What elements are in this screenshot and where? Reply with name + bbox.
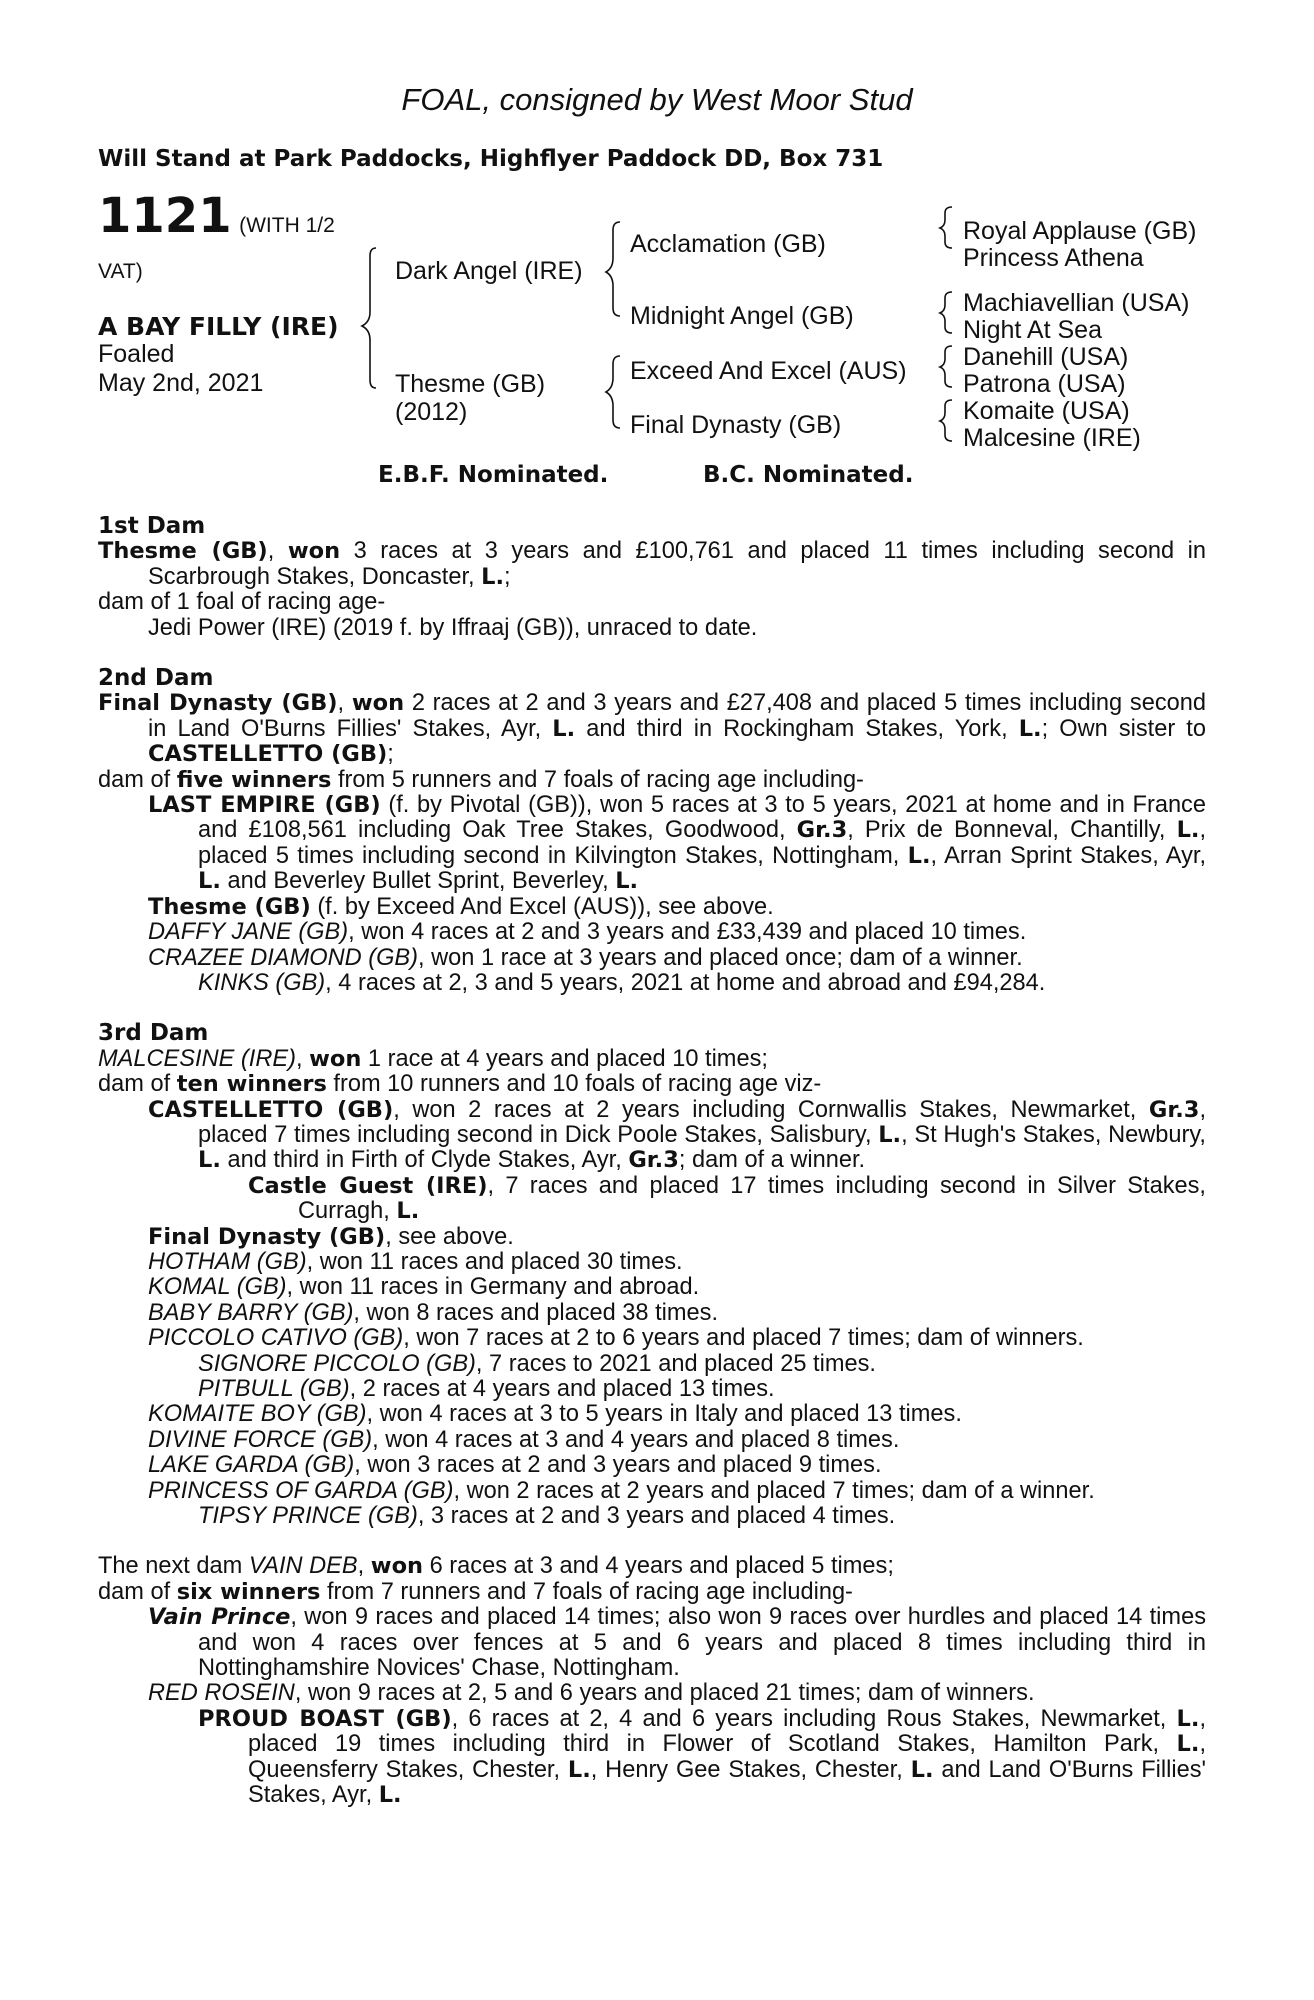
horse-name: DIVINE FORCE (GB): [148, 1426, 373, 1453]
dam-of-text: from 7 runners and 7 foals of racing age including-: [327, 1578, 853, 1605]
listed-mark: L.: [198, 868, 221, 895]
horse-name: PROUD BOAST (GB): [198, 1705, 452, 1732]
horse-name: DAFFY JANE (GB): [148, 919, 349, 946]
consignor-line: FOAL, consigned by West Moor Stud: [401, 82, 913, 117]
second-dam-text: 2 races at 2 and 3 years and £27,408 and placed 5 times including second in Land O'Burns Fillies' Stakes, Ayr,: [148, 690, 1206, 742]
pedigree-ds-dam: Patrona (USA): [963, 370, 1126, 398]
second-dam-text: ; Own sister to: [1041, 715, 1206, 742]
listed-mark: L.: [1176, 1705, 1200, 1732]
pedigree-dam-year: (2012): [395, 398, 468, 426]
winners-count: five winners: [176, 766, 332, 793]
punctuation: ;: [504, 563, 511, 590]
progeny-baby-barry: [98, 1301, 1206, 1326]
dam-of-text: dam of: [98, 766, 171, 793]
vat-note-cont: VAT): [98, 260, 143, 283]
horse-name: CASTELLETTO (GB): [148, 1096, 394, 1123]
foaled-label: Foaled: [98, 340, 175, 368]
progeny-pitbull: [98, 1377, 1206, 1402]
progeny-komal: [98, 1275, 1206, 1300]
horse-name: CRAZEE DIAMOND (GB): [148, 944, 419, 971]
horse-name: RED ROSEIN: [148, 1680, 295, 1707]
listed-mark: L.: [907, 842, 931, 869]
progeny-castle-guest: [98, 1174, 1206, 1225]
horse-record: and third in Firth of Clyde Stakes, Ayr,: [227, 1147, 622, 1174]
horse-record: , see above.: [385, 1223, 514, 1250]
dam-of-text: dam of: [98, 1578, 171, 1605]
produce-record: [98, 514, 1206, 1809]
dam-of-text: from 10 runners and 10 foals of racing age viz-: [333, 1071, 822, 1098]
listed-mark: L.: [910, 1756, 934, 1783]
first-dam-text: 3 races at 3 years and £100,761 and placed 11 times including second in Scarbrough Stakes, Doncaster,: [148, 538, 1206, 590]
progeny-komaite-boy: [98, 1402, 1206, 1427]
progeny-final-dynasty: [98, 1225, 1206, 1250]
horse-record: (f. by Pivotal (GB)), won 5 races at 3 to 5 years, 2021 at home and in France and £108,561 including Oak Tree Stakes, Goodwood,: [198, 792, 1206, 844]
horse-name: PITBULL (GB): [198, 1376, 350, 1402]
horse-name: BABY BARRY (GB): [148, 1299, 354, 1326]
progeny-kinks: [98, 971, 1206, 996]
pedigree-ds-sire: Danehill (USA): [963, 343, 1129, 371]
horse-record: , won 4 races at 3 to 5 years in Italy and placed 13 times.: [366, 1401, 962, 1428]
third-dam-heading: 3rd Dam: [98, 1020, 209, 1047]
pedigree-dam-sire: Exceed And Excel (AUS): [630, 357, 907, 385]
first-dam-record: Thesme (GB), won 3 races at 3 years and £100,761 and placed 11 times including second in Scarbrough Stakes, Doncaster, L.;: [98, 538, 1206, 590]
first-dam-dam-of: dam of 1 foal of racing age-: [98, 589, 386, 616]
listed-mark: L.: [1176, 817, 1200, 844]
second-dam-record: Final Dynasty (GB), won 2 races at 2 and 3 years and £27,408 and placed 5 times including second in Land O'Burns Fillies' Stakes, Ayr, L. and third in Rockingham Stakes, York, L.; Own sister to CASTELLETTO (GB);: [98, 690, 1206, 768]
horse-record: , 7 races and placed 17 times including second in Silver Stakes, Curragh,: [298, 1172, 1206, 1225]
horse-record: , placed 19 times including third in Flower of Scotland Stakes, Hamilton Park,: [248, 1705, 1206, 1758]
third-dam-text: 1 race at 4 years and placed 10 times;: [367, 1045, 768, 1072]
horse-name: TIPSY PRINCE (GB): [198, 1503, 418, 1530]
first-dam-foal: Jedi Power (IRE) (2019 f. by Iffraaj (GB)), unraced to date.: [148, 614, 758, 641]
pedigree-dd-dam: Malcesine (IRE): [963, 424, 1141, 452]
progeny-lake-garda: [98, 1453, 1206, 1478]
progeny-divine-force: [98, 1428, 1206, 1453]
horse-record: , Henry Gee Stakes, Chester,: [590, 1756, 903, 1783]
own-sister-name: CASTELLETTO (GB): [148, 741, 388, 768]
horse-record: , won 11 races and placed 30 times.: [306, 1248, 683, 1275]
foaled-date: May 2nd, 2021: [98, 369, 264, 397]
pedigree-sire-dam: Midnight Angel (GB): [630, 302, 854, 330]
horse-record: , Arran Sprint Stakes, Ayr,: [930, 842, 1206, 869]
horse-record: , won 2 races at 2 years and placed 7 times; dam of a winner.: [453, 1477, 1095, 1504]
horse-name: PRINCESS OF GARDA (GB): [148, 1477, 454, 1504]
pedigree-dam-dam: Final Dynasty (GB): [630, 411, 842, 439]
bc-nomination: B.C. Nominated.: [703, 462, 914, 488]
dam-of-text: from 5 runners and 7 foals of racing age including-: [338, 766, 864, 793]
progeny-signore-piccolo: [98, 1352, 1206, 1377]
horse-record: , won 3 races at 2 and 3 years and placed 9 times.: [354, 1452, 882, 1479]
progeny-piccolo-cativo: [98, 1326, 1206, 1351]
listed-mark: L.: [1176, 1731, 1200, 1758]
pedigree-sd-dam: Night At Sea: [963, 316, 1102, 344]
pedigree-ss-dam: Princess Athena: [963, 244, 1144, 272]
horse-record: , 3 races at 2 and 3 years and placed 4 times.: [417, 1503, 896, 1530]
lot-heading: [98, 188, 335, 244]
third-dam-name: MALCESINE (IRE): [98, 1045, 296, 1072]
progeny-tipsy-prince: [98, 1504, 1206, 1529]
third-dam-record: MALCESINE (IRE), won 1 race at 4 years and placed 10 times;: [98, 1045, 768, 1072]
lot-number: 1121: [98, 188, 232, 244]
horse-record: , Queensferry Stakes, Chester,: [248, 1731, 1206, 1783]
horse-record: , 2 races at 4 years and placed 13 times.: [349, 1376, 775, 1402]
ebf-nomination: E.B.F. Nominated.: [378, 462, 609, 488]
progeny-hotham: [98, 1250, 1206, 1275]
progeny-vain-prince: [98, 1605, 1206, 1681]
progeny-thesme: [98, 895, 1206, 920]
horse-name: HOTHAM (GB): [148, 1248, 307, 1275]
pedigree-dd-sire: Komaite (USA): [963, 397, 1130, 425]
group-mark: Gr.3: [1148, 1096, 1200, 1123]
group-mark: Gr.3: [796, 817, 848, 844]
horse-name: Thesme (GB): [148, 893, 311, 920]
stand-location: Will Stand at Park Paddocks, Highflyer Paddock DD, Box 731: [98, 146, 884, 172]
next-dam-won: won: [370, 1553, 424, 1580]
first-dam-name: Thesme (GB): [98, 538, 268, 565]
third-dam-won: won: [309, 1045, 362, 1072]
horse-record: , 7 races to 2021 and placed 25 times.: [475, 1350, 876, 1377]
vat-note: (WITH 1/2: [239, 214, 335, 237]
horse-name: PICCOLO CATIVO (GB): [148, 1325, 404, 1352]
group-mark: Gr.3: [628, 1147, 679, 1174]
pedigree-sd-sire: Machiavellian (USA): [963, 289, 1190, 317]
horse-name: KINKS (GB): [198, 969, 326, 996]
horse-name: Castle Guest (IRE): [248, 1172, 488, 1199]
listed-mark: L.: [396, 1198, 420, 1225]
listed-mark: L.: [481, 563, 505, 590]
second-dam-won: won: [351, 690, 405, 717]
progeny-daffy-jane: [98, 920, 1206, 945]
horse-record: , won 4 races at 2 and 3 years and £33,439 and placed 10 times.: [348, 919, 1027, 946]
horse-record: , won 11 races in Germany and abroad.: [286, 1274, 700, 1301]
horse-record: , St Hugh's Stakes, Newbury,: [901, 1121, 1206, 1148]
horse-record: ; dam of a winner.: [678, 1147, 866, 1174]
progeny-castelletto: [98, 1098, 1206, 1174]
first-dam-heading: 1st Dam: [98, 513, 206, 539]
progeny-red-rosein: [98, 1681, 1206, 1706]
progeny-princess-of-garda: [98, 1479, 1206, 1504]
next-dam-dam-of: [98, 1580, 1206, 1605]
foaled-info: [98, 340, 263, 398]
pedigree-dam: Thesme (GB): [395, 370, 546, 398]
horse-record: (f. by Exceed And Excel (AUS)), see above.: [317, 893, 774, 920]
horse-name: LAST EMPIRE (GB): [148, 792, 381, 819]
horse-record: , placed 5 times including second in Kilvington Stakes, Nottingham,: [198, 817, 1207, 869]
horse-record: and Land O'Burns Fillies' Stakes, Ayr,: [248, 1756, 1206, 1809]
progeny-proud-boast: [98, 1707, 1206, 1809]
winners-count: ten winners: [176, 1071, 327, 1098]
next-dam-text: 6 races at 3 and 4 years and placed 5 times;: [429, 1553, 894, 1580]
winners-count: six winners: [176, 1578, 321, 1605]
horse-record: , won 9 races at 2, 5 and 6 years and placed 21 times; dam of winners.: [294, 1680, 1035, 1707]
horse-record: , won 9 races and placed 14 times; also won 9 races over hurdles and placed 14 times and won 4 races over fences at 5 and 6 years and placed 8 times including third in Nottinghamshire Novices' Chase, Nottingham.: [198, 1604, 1206, 1682]
progeny-last-empire: [98, 793, 1206, 895]
lot-title: A BAY FILLY (IRE): [98, 312, 339, 341]
third-dam-dam-of: [98, 1072, 1206, 1097]
listed-mark: L.: [615, 868, 639, 895]
next-dam-intro: The next dam: [98, 1553, 243, 1580]
progeny-crazee-diamond: [98, 946, 1206, 971]
listed-mark: L.: [198, 1147, 221, 1174]
horse-name: KOMAITE BOY (GB): [148, 1401, 367, 1428]
horse-name: LAKE GARDA (GB): [148, 1452, 355, 1479]
pedigree-ss-sire: Royal Applause (GB): [963, 217, 1197, 245]
horse-record: , 4 races at 2, 3 and 5 years, 2021 at home and abroad and £94,284.: [325, 969, 1046, 996]
second-dam-text: and third in Rockingham Stakes, York,: [586, 715, 1008, 742]
horse-name: KOMAL (GB): [148, 1274, 287, 1301]
horse-record: , won 2 races at 2 years including Cornwallis Stakes, Newmarket,: [393, 1096, 1137, 1123]
horse-name: SIGNORE PICCOLO (GB): [198, 1350, 476, 1377]
first-dam-won: won: [287, 538, 341, 565]
dam-of-text: dam of: [98, 1071, 171, 1098]
pedigree-sire: Dark Angel (IRE): [395, 257, 583, 285]
horse-record: , placed 7 times including second in Dick Poole Stakes, Salisbury,: [198, 1096, 1206, 1148]
second-dam-dam-of: [98, 768, 1206, 793]
horse-record: , 6 races at 2, 4 and 6 years including Rous Stakes, Newmarket,: [451, 1705, 1167, 1732]
horse-record: , won 8 races and placed 38 times.: [353, 1299, 719, 1326]
pedigree-sire-sire: Acclamation (GB): [630, 230, 826, 258]
next-dam-record: The next dam VAIN DEB, won 6 races at 3 and 4 years and placed 5 times;: [98, 1553, 894, 1580]
horse-record: , won 7 races at 2 to 6 years and placed 7 times; dam of winners.: [403, 1325, 1084, 1352]
horse-name: Final Dynasty (GB): [148, 1223, 386, 1250]
next-dam-name: VAIN DEB: [248, 1553, 358, 1580]
listed-mark: L.: [878, 1121, 902, 1148]
second-dam-heading: 2nd Dam: [98, 665, 214, 692]
horse-record: , Prix de Bonneval, Chantilly,: [847, 817, 1166, 844]
second-dam-name: Final Dynasty (GB): [98, 690, 338, 717]
listed-mark: L.: [552, 715, 576, 742]
listed-mark: L.: [378, 1782, 402, 1809]
listed-mark: L.: [1018, 715, 1042, 742]
horse-record: and Beverley Bullet Sprint, Beverley,: [227, 868, 609, 895]
horse-record: , won 4 races at 3 and 4 years and placed 8 times.: [372, 1426, 900, 1453]
listed-mark: L.: [567, 1756, 591, 1783]
horse-name: Vain Prince: [148, 1604, 291, 1631]
horse-record: , won 1 race at 3 years and placed once; dam of a winner.: [418, 944, 1023, 971]
